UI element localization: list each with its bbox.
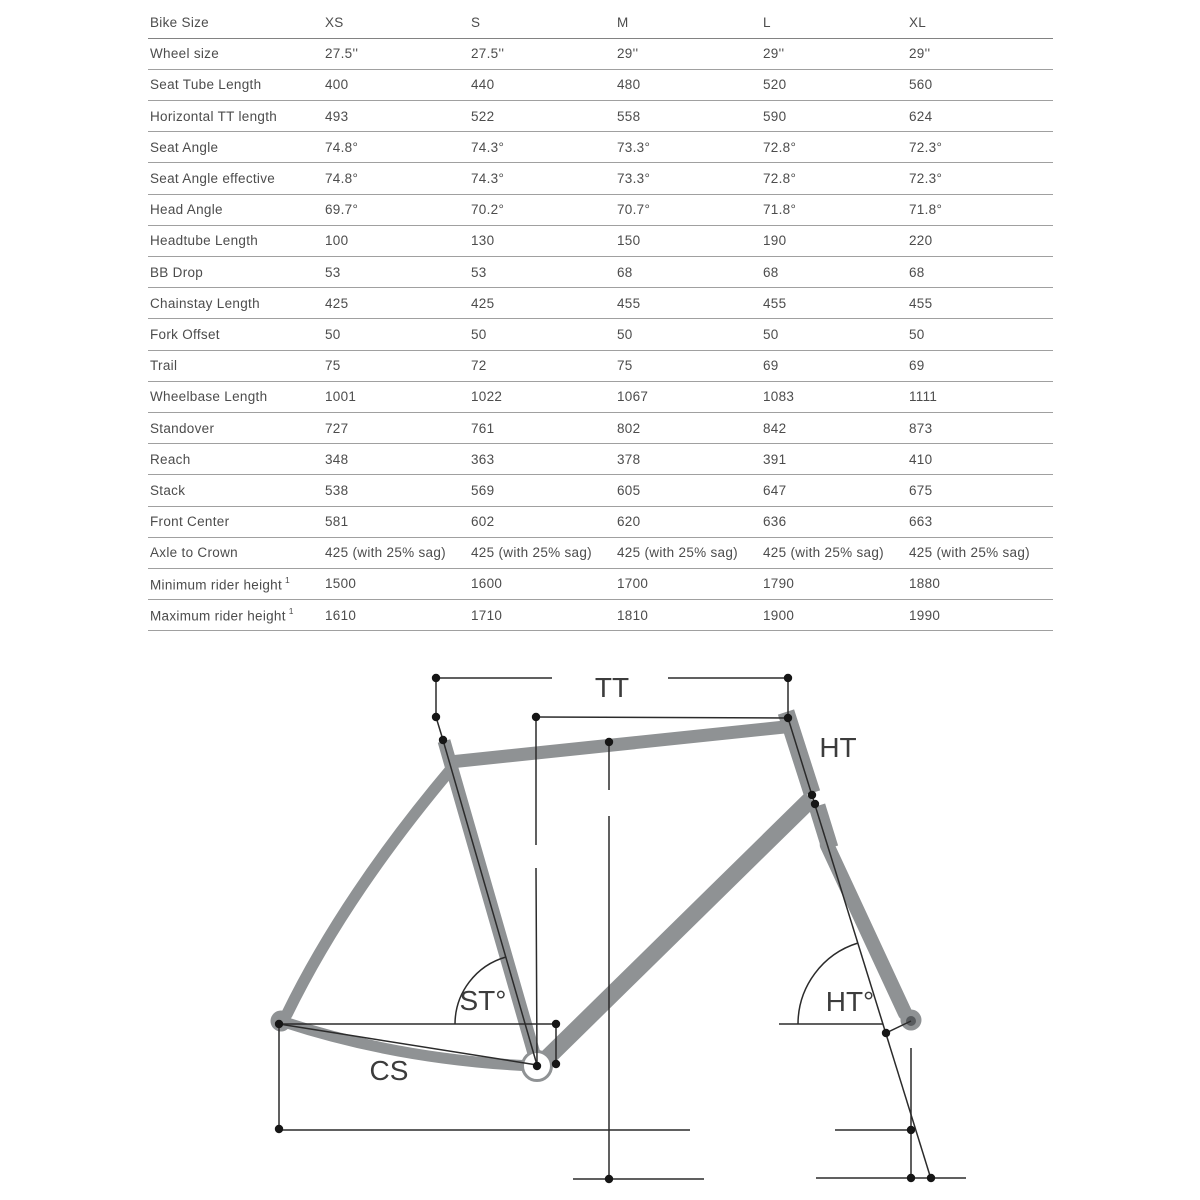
- column-header-S: S: [469, 7, 615, 38]
- cell-value: 522: [469, 101, 615, 132]
- cell-value: 75: [615, 350, 761, 381]
- cell-value: 100: [323, 225, 469, 256]
- cell-value: 53: [323, 257, 469, 288]
- cell-value: 1610: [323, 600, 469, 631]
- cell-value: 74.8°: [323, 163, 469, 194]
- column-header-label: Bike Size: [148, 7, 323, 38]
- cell-value: 590: [761, 101, 907, 132]
- cell-value: 130: [469, 225, 615, 256]
- column-header-L: L: [761, 7, 907, 38]
- reach-line: [536, 717, 788, 718]
- stack-vertical-line: [536, 717, 537, 1065]
- row-label: Axle to Crown: [148, 537, 323, 568]
- cell-value: 69: [761, 350, 907, 381]
- cell-value: 73.3°: [615, 163, 761, 194]
- cell-value: 1111: [907, 381, 1053, 412]
- row-label: Trail: [148, 350, 323, 381]
- top-tube: [450, 726, 794, 762]
- tt-left-extension: [436, 678, 443, 740]
- column-header-XL: XL: [907, 7, 1053, 38]
- cell-value: 425 (with 25% sag): [323, 537, 469, 568]
- down-tube: [540, 799, 811, 1065]
- cell-value: 440: [469, 69, 615, 100]
- cell-value: 1710: [469, 600, 615, 631]
- cell-value: 68: [761, 257, 907, 288]
- head-tube-label: HT: [819, 732, 857, 763]
- cell-value: 425 (with 25% sag): [761, 537, 907, 568]
- cell-value: 27.5'': [323, 38, 469, 69]
- cell-value: 378: [615, 444, 761, 475]
- cell-value: 72.8°: [761, 163, 907, 194]
- footnote-mark: 1: [285, 574, 291, 585]
- cell-value: 425: [323, 288, 469, 319]
- cell-value: 150: [615, 225, 761, 256]
- cell-value: 190: [761, 225, 907, 256]
- row-label: Fork Offset: [148, 319, 323, 350]
- cell-value: 455: [615, 288, 761, 319]
- cell-value: 425 (with 25% sag): [615, 537, 761, 568]
- cell-value: 72.3°: [907, 132, 1053, 163]
- cell-value: 480: [615, 69, 761, 100]
- cell-value: 624: [907, 101, 1053, 132]
- cell-value: 27.5'': [469, 38, 615, 69]
- cell-value: 1600: [469, 568, 615, 599]
- row-label: Chainstay Length: [148, 288, 323, 319]
- cell-value: 29'': [615, 38, 761, 69]
- seat-tube-axis: [443, 740, 537, 1065]
- cell-value: 69: [907, 350, 1053, 381]
- cell-value: 493: [323, 101, 469, 132]
- column-header-XS: XS: [323, 7, 469, 38]
- cell-value: 72: [469, 350, 615, 381]
- cell-value: 68: [615, 257, 761, 288]
- footnote-mark: 1: [288, 605, 294, 616]
- cell-value: 1001: [323, 381, 469, 412]
- cell-value: 70.7°: [615, 194, 761, 225]
- cell-value: 68: [907, 257, 1053, 288]
- row-label: Reach: [148, 444, 323, 475]
- cell-value: 74.8°: [323, 132, 469, 163]
- cell-value: 71.8°: [761, 194, 907, 225]
- cell-value: 727: [323, 412, 469, 443]
- cell-value: 53: [469, 257, 615, 288]
- column-header-M: M: [615, 7, 761, 38]
- cell-value: 647: [761, 475, 907, 506]
- cell-value: 50: [469, 319, 615, 350]
- cell-value: 761: [469, 412, 615, 443]
- cell-value: 1900: [761, 600, 907, 631]
- cell-value: 425 (with 25% sag): [907, 537, 1053, 568]
- cell-value: 29'': [907, 38, 1053, 69]
- cell-value: 410: [907, 444, 1053, 475]
- cell-value: 425 (with 25% sag): [469, 537, 615, 568]
- cell-value: 70.2°: [469, 194, 615, 225]
- cell-value: 558: [615, 101, 761, 132]
- cell-value: 71.8°: [907, 194, 1053, 225]
- row-label: Standover: [148, 412, 323, 443]
- cell-value: 873: [907, 412, 1053, 443]
- cell-value: 538: [323, 475, 469, 506]
- cell-value: 363: [469, 444, 615, 475]
- row-label: Seat Angle effective: [148, 163, 323, 194]
- cell-value: 72.3°: [907, 163, 1053, 194]
- cell-value: 636: [761, 506, 907, 537]
- row-label: Wheel size: [148, 38, 323, 69]
- row-label: Stack: [148, 475, 323, 506]
- cell-value: 1067: [615, 381, 761, 412]
- cell-value: 72.8°: [761, 132, 907, 163]
- cell-value: 675: [907, 475, 1053, 506]
- row-label: Wheelbase Length: [148, 381, 323, 412]
- cell-value: 50: [323, 319, 469, 350]
- seat-angle-label: ST°: [459, 985, 507, 1016]
- cell-value: 50: [615, 319, 761, 350]
- head-angle-label: HT°: [825, 986, 875, 1017]
- cell-value: 802: [615, 412, 761, 443]
- cell-value: 425: [469, 288, 615, 319]
- cell-value: 1810: [615, 600, 761, 631]
- cell-value: 50: [761, 319, 907, 350]
- cell-value: 602: [469, 506, 615, 537]
- row-label: Seat Angle: [148, 132, 323, 163]
- cell-value: 581: [323, 506, 469, 537]
- row-label: Seat Tube Length: [148, 69, 323, 100]
- row-label: Minimum rider height $^1$: [148, 568, 323, 599]
- cell-value: 1083: [761, 381, 907, 412]
- row-label: Head Angle: [148, 194, 323, 225]
- cell-value: 391: [761, 444, 907, 475]
- bike-frame-drawing: [271, 712, 922, 1081]
- cell-value: 73.3°: [615, 132, 761, 163]
- cell-value: 842: [761, 412, 907, 443]
- cell-value: 569: [469, 475, 615, 506]
- cell-value: 663: [907, 506, 1053, 537]
- cell-value: 1700: [615, 568, 761, 599]
- row-label: Horizontal TT length: [148, 101, 323, 132]
- row-label: Maximum rider height $^1$: [148, 600, 323, 631]
- cell-value: 455: [761, 288, 907, 319]
- cell-value: 29'': [761, 38, 907, 69]
- cell-value: 74.3°: [469, 163, 615, 194]
- row-label: Front Center: [148, 506, 323, 537]
- cell-value: 1880: [907, 568, 1053, 599]
- seatstay-tube: [287, 768, 452, 1014]
- cell-value: 220: [907, 225, 1053, 256]
- cell-value: 1790: [761, 568, 907, 599]
- cell-value: 620: [615, 506, 761, 537]
- cell-value: 1990: [907, 600, 1053, 631]
- cell-value: 74.3°: [469, 132, 615, 163]
- cell-value: 455: [907, 288, 1053, 319]
- cell-value: 50: [907, 319, 1053, 350]
- row-label: BB Drop: [148, 257, 323, 288]
- cell-value: 400: [323, 69, 469, 100]
- cell-value: 348: [323, 444, 469, 475]
- steering-axis: [788, 718, 931, 1179]
- cell-value: 605: [615, 475, 761, 506]
- cell-value: 69.7°: [323, 194, 469, 225]
- cell-value: 520: [761, 69, 907, 100]
- top-tube-label: TT: [594, 672, 630, 703]
- cell-value: 560: [907, 69, 1053, 100]
- cell-value: 1022: [469, 381, 615, 412]
- chainstay-label: CS: [369, 1055, 409, 1086]
- cell-value: 1500: [323, 568, 469, 599]
- row-label: Headtube Length: [148, 225, 323, 256]
- cell-value: 75: [323, 350, 469, 381]
